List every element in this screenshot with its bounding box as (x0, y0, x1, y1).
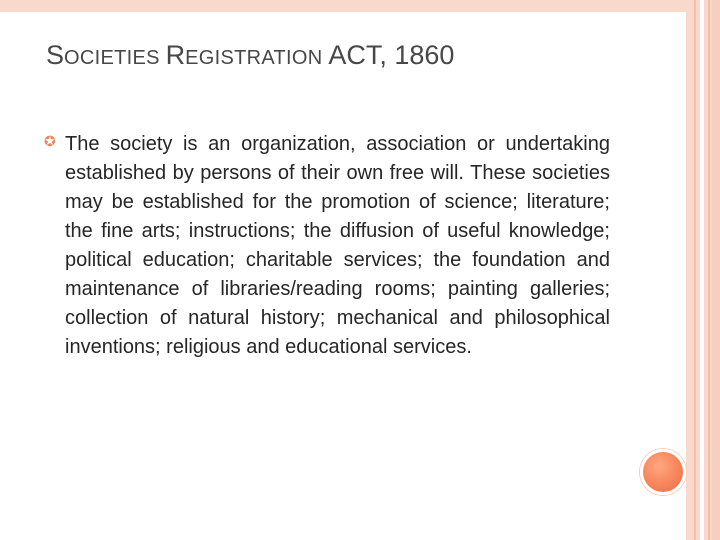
right-border-strip (712, 0, 720, 540)
right-border-gap (700, 0, 704, 540)
title-tail: ACT, 1860 (328, 40, 455, 70)
title-word-registration: REGISTRATION (165, 40, 329, 70)
right-border-line (694, 0, 696, 540)
right-border-line (708, 0, 710, 540)
slide-title (46, 38, 646, 75)
title-word-societies: SOCIETIES (46, 40, 166, 70)
decorative-circle (640, 449, 686, 495)
bullet-item (44, 130, 610, 362)
gear-bullet-icon: ✪ (44, 133, 56, 149)
bullet-text: The society is an organization, association or undertaking established by persons of their own free will. These societies may be established for the promotion of science; literature; the fine arts; instructions; the diffusion of useful knowledge; political education; charitable services; the foundation and maintenance of libraries/reading rooms; painting galleries; collection of natural history; mechanical and philosophical inventions; religious and educational services. (65, 133, 610, 358)
top-border-band (0, 0, 686, 12)
